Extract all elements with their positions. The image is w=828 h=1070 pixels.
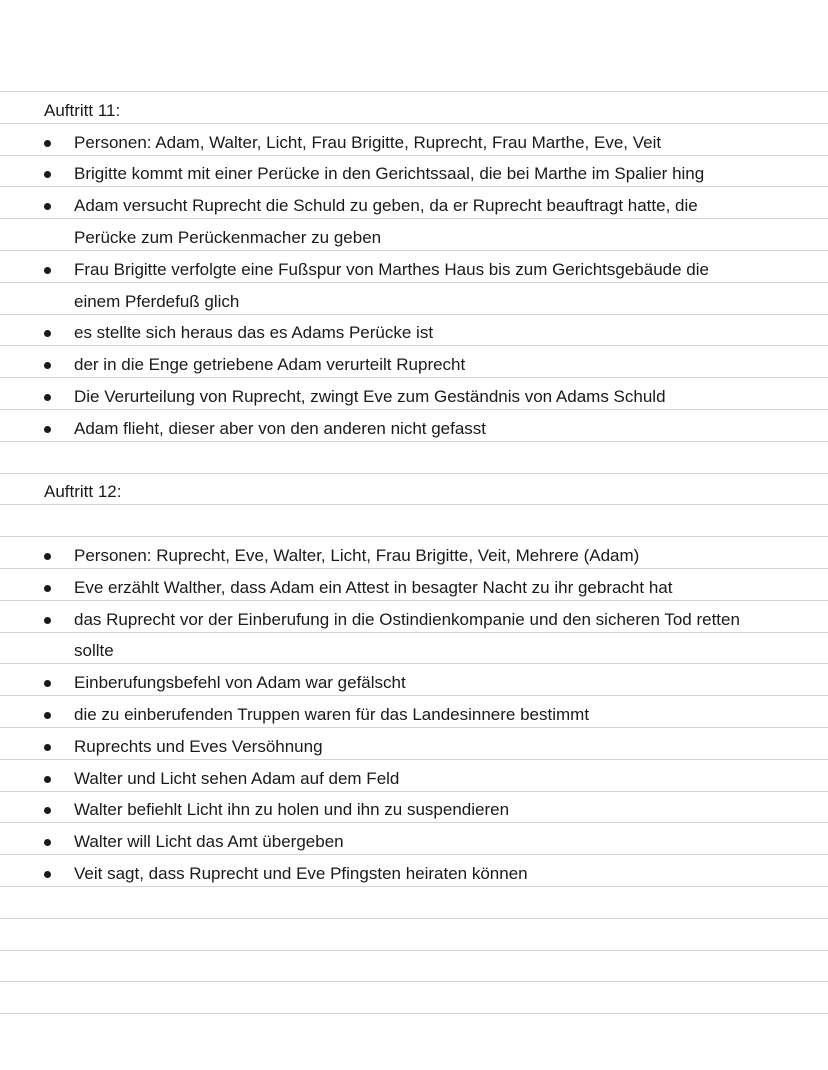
bullet-icon	[44, 744, 51, 751]
ruled-notes-page	[0, 91, 828, 1014]
list-item-continuation	[0, 633, 828, 665]
list-item-text: Walter und Licht sehen Adam auf dem Feld	[74, 768, 400, 788]
list-item-text: die zu einberufenden Truppen waren für das Landesinnere bestimmt	[74, 704, 590, 724]
list-item	[0, 601, 828, 633]
bullet-icon	[44, 267, 51, 274]
list-item	[0, 823, 828, 855]
bullet-icon	[44, 776, 51, 783]
bullet-icon	[44, 712, 51, 719]
bullet-icon	[44, 807, 51, 814]
list-item	[0, 696, 828, 728]
bullet-icon	[44, 680, 51, 687]
bullet-icon	[44, 839, 51, 846]
bullet-icon	[44, 362, 51, 369]
blank-line	[0, 982, 828, 1014]
list-item-text: Frau Brigitte verfolgte eine Fußspur von Marthes Haus bis zum Gerichtsgebäude die	[74, 259, 709, 279]
bullet-icon	[44, 553, 51, 560]
list-item-text: Eve erzählt Walther, dass Adam ein Attest in besagter Nacht zu ihr gebracht hat	[74, 577, 673, 597]
list-item-continuation-text: Perücke zum Perückenmacher zu geben	[74, 227, 382, 247]
section-heading-text: Auftritt 12:	[44, 482, 122, 502]
list-item	[0, 346, 828, 378]
list-item	[0, 187, 828, 219]
list-item-text: es stellte sich heraus das es Adams Perücke ist	[74, 323, 434, 343]
list-item	[0, 251, 828, 283]
bullet-icon	[44, 394, 51, 401]
bullet-icon	[44, 871, 51, 878]
bullet-icon	[44, 426, 51, 433]
list-item	[0, 760, 828, 792]
list-item-text: Personen: Adam, Walter, Licht, Frau Brigitte, Ruprecht, Frau Marthe, Eve, Veit	[74, 132, 662, 152]
bullet-icon	[44, 330, 51, 337]
list-item-text: Adam versucht Ruprecht die Schuld zu geben, da er Ruprecht beauftragt hatte, die	[74, 196, 698, 216]
blank-line	[0, 919, 828, 951]
list-item-text: Veit sagt, dass Ruprecht und Eve Pfingsten heiraten können	[74, 863, 528, 883]
list-item-continuation-text: sollte	[74, 641, 114, 661]
list-item	[0, 410, 828, 442]
list-item	[0, 664, 828, 696]
bullet-icon	[44, 203, 51, 210]
blank-line	[0, 442, 828, 474]
bullet-icon	[44, 617, 51, 624]
section-heading	[0, 92, 828, 124]
list-item-text: der in die Enge getriebene Adam verurteilt Ruprecht	[74, 355, 466, 375]
list-item-text: Einberufungsbefehl von Adam war gefälscht	[74, 673, 406, 693]
blank-line	[0, 951, 828, 983]
list-item-continuation	[0, 283, 828, 315]
list-item-text: Adam flieht, dieser aber von den anderen nicht gefasst	[74, 418, 487, 438]
list-item-text: Walter befiehlt Licht ihn zu holen und ihn zu suspendieren	[74, 800, 510, 820]
list-item-text: Ruprechts und Eves Versöhnung	[74, 736, 323, 756]
list-item	[0, 792, 828, 824]
bullet-icon	[44, 171, 51, 178]
list-item-text: Brigitte kommt mit einer Perücke in den Gerichtssaal, die bei Marthe im Spalier hing	[74, 164, 705, 184]
list-item	[0, 537, 828, 569]
list-item-continuation	[0, 219, 828, 251]
list-item	[0, 855, 828, 887]
section-heading-text: Auftritt 11:	[44, 100, 121, 120]
bullet-icon	[44, 140, 51, 147]
blank-line	[0, 505, 828, 537]
list-item	[0, 728, 828, 760]
section-heading	[0, 474, 828, 506]
list-item-text: Walter will Licht das Amt übergeben	[74, 832, 344, 852]
list-item	[0, 569, 828, 601]
blank-line	[0, 887, 828, 919]
list-item-text: Die Verurteilung von Ruprecht, zwingt Eve zum Geständnis von Adams Schuld	[74, 386, 666, 406]
list-item-continuation-text: einem Pferdefuß glich	[74, 291, 240, 311]
list-item-text: das Ruprecht vor der Einberufung in die Ostindienkompanie und den sicheren Tod retten	[74, 609, 740, 629]
list-item	[0, 378, 828, 410]
bullet-icon	[44, 585, 51, 592]
list-item	[0, 124, 828, 156]
list-item-text: Personen: Ruprecht, Eve, Walter, Licht, Frau Brigitte, Veit, Mehrere (Adam)	[74, 545, 640, 565]
list-item	[0, 315, 828, 347]
list-item	[0, 156, 828, 188]
